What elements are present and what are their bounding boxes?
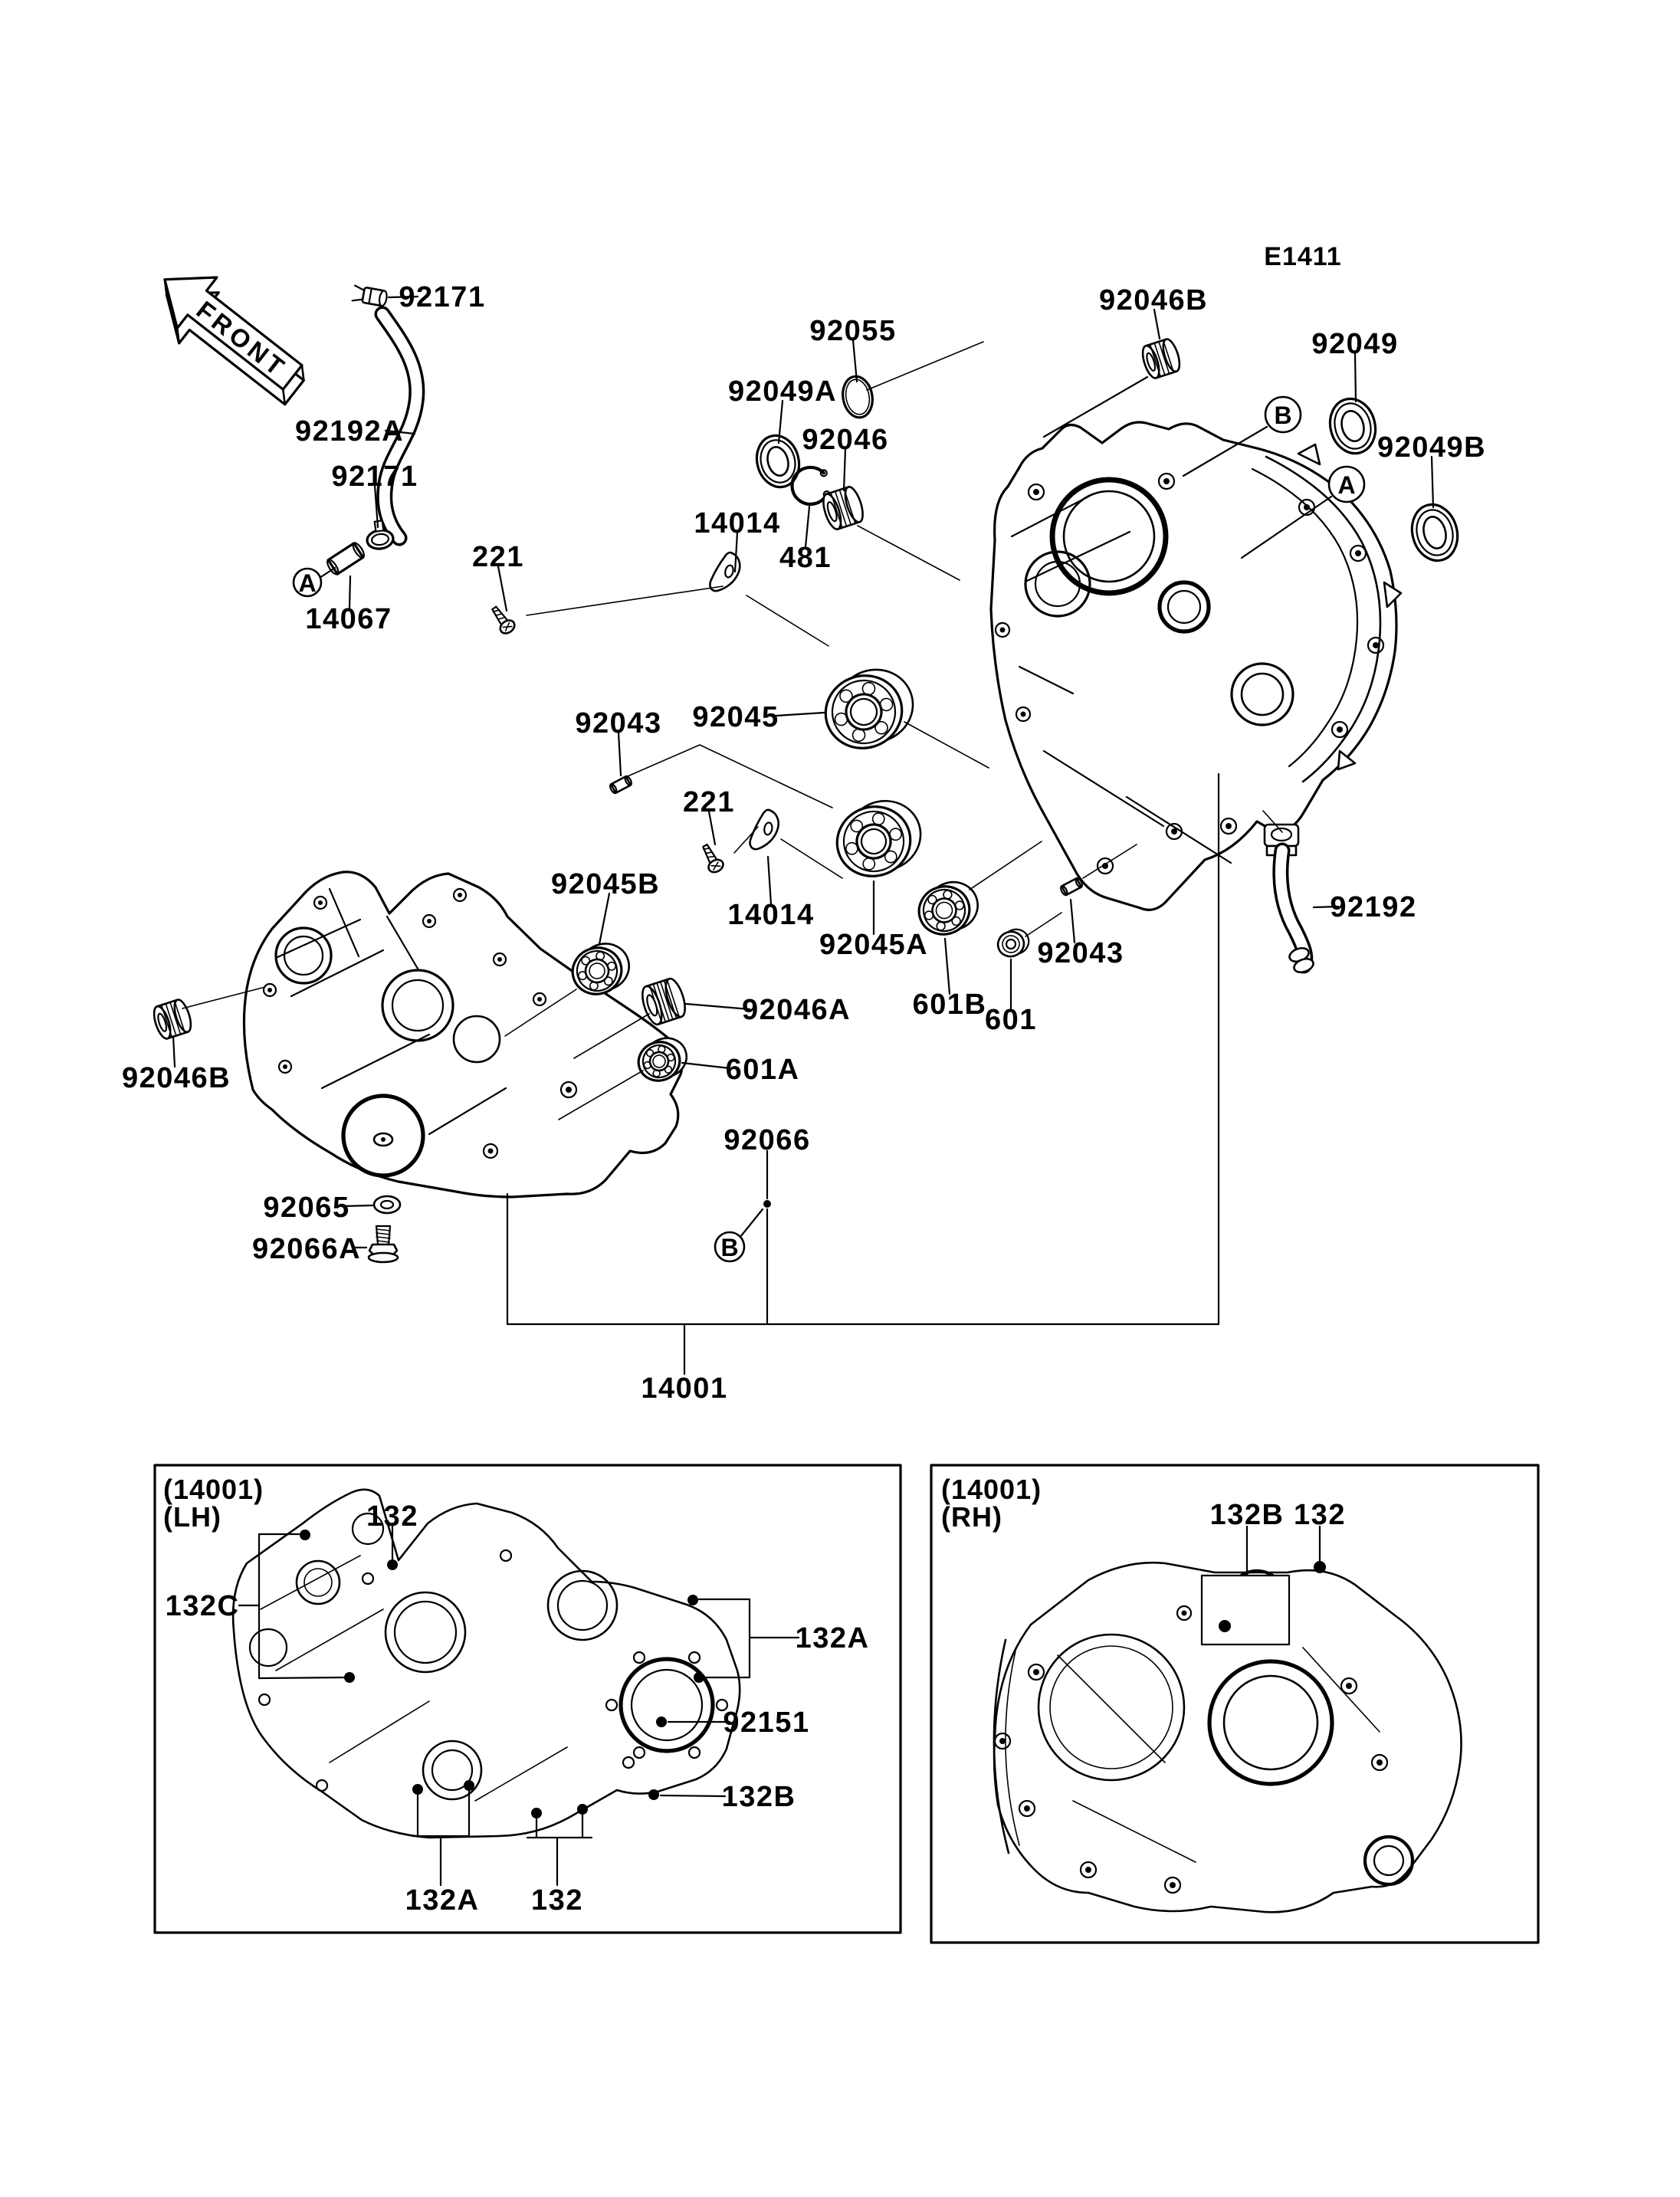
needle-bearing-icon <box>1140 337 1183 380</box>
view-marker-b <box>1265 397 1301 432</box>
front-sign-label: FRONT <box>191 295 293 383</box>
callout-92192A: 92192A <box>294 415 405 448</box>
callout-14014: 14014 <box>694 507 781 539</box>
view-marker-b <box>715 1232 744 1261</box>
oil-seal-icon <box>751 431 805 492</box>
rh-detail-box <box>931 1465 1538 1943</box>
holder-plate-icon <box>709 549 743 595</box>
rh-box-callouts <box>1210 1499 1346 1531</box>
callout-92066: 92066 <box>724 1124 811 1156</box>
screw-icon <box>698 842 725 874</box>
callout-92049B: 92049B <box>1376 431 1487 464</box>
callout-92046B: 92046B <box>121 1062 231 1094</box>
diagram-code: E1411 <box>1264 242 1342 271</box>
needle-bearing-icon <box>151 998 194 1041</box>
callout-132: 132 <box>1294 1499 1346 1531</box>
callout-92049: 92049 <box>1311 328 1399 360</box>
callout-132B: 132B <box>1209 1499 1285 1531</box>
callout-92055: 92055 <box>809 315 897 347</box>
oil-seal-icon <box>1324 394 1382 459</box>
left-crankcase-drawing <box>244 872 682 1197</box>
ball-bearing-icon <box>828 792 930 886</box>
callout-221: 221 <box>683 786 735 818</box>
callout-92043: 92043 <box>1037 937 1124 969</box>
holder-plate-icon <box>749 808 781 852</box>
callout-132: 132 <box>366 1500 418 1533</box>
rh-box-title: (14001) <box>941 1474 1042 1505</box>
dowel-pin-icon <box>1059 877 1083 897</box>
oil-passage-plug-icon <box>763 1200 771 1208</box>
callout-92043: 92043 <box>575 707 662 739</box>
callout-92045: 92045 <box>692 701 779 733</box>
callout-92192: 92192 <box>1330 891 1417 923</box>
lh-box-variant: (LH) <box>163 1501 221 1533</box>
screw-icon <box>488 604 517 636</box>
svg-text:A: A <box>298 569 317 597</box>
callout-92065: 92065 <box>263 1192 350 1224</box>
callout-481: 481 <box>779 542 832 574</box>
needle-bearing-icon <box>638 976 689 1027</box>
callout-601A: 601A <box>725 1054 800 1086</box>
callout-92171: 92171 <box>399 281 486 313</box>
breather-fitting-icon <box>353 286 388 307</box>
lh-cover-drawing <box>233 1490 740 1838</box>
callout-14067: 14067 <box>305 603 392 635</box>
callout-132C: 132C <box>165 1590 240 1622</box>
callout-92045A: 92045A <box>819 929 929 961</box>
callout-92171: 92171 <box>331 461 418 493</box>
drain-bolt-icon <box>369 1226 398 1262</box>
callout-601B: 601B <box>912 989 987 1021</box>
callout-132A: 132A <box>795 1622 870 1654</box>
callout-92045B: 92045B <box>550 868 661 900</box>
callout-601: 601 <box>985 1004 1037 1036</box>
callout-92046A: 92046A <box>741 994 851 1026</box>
callout-221: 221 <box>472 541 524 573</box>
callout-92151: 92151 <box>723 1707 810 1739</box>
washer-icon <box>374 1196 400 1213</box>
callout-92046: 92046 <box>802 424 889 456</box>
svg-text:A: A <box>1337 471 1356 499</box>
callout-92049A: 92049A <box>727 375 838 408</box>
rh-box-variant: (RH) <box>941 1501 1002 1533</box>
callout-92066A: 92066A <box>251 1233 362 1265</box>
dowel-pin-icon <box>609 776 632 795</box>
lh-box-title: (14001) <box>163 1474 264 1505</box>
view-marker-a <box>294 569 321 597</box>
callout-92046B: 92046B <box>1098 284 1209 316</box>
callout-132B: 132B <box>721 1781 796 1813</box>
oil-seal-icon <box>1406 500 1463 566</box>
callout-14014: 14014 <box>727 899 815 931</box>
front-arrow-sign <box>139 253 321 418</box>
callout-14001: 14001 <box>641 1372 728 1405</box>
svg-text:B: B <box>1274 402 1292 429</box>
callout-132A: 132A <box>405 1884 480 1917</box>
view-marker-a <box>1329 467 1364 502</box>
ball-bearing-icon <box>815 660 923 758</box>
svg-text:B: B <box>720 1234 739 1261</box>
ball-bearing-icon <box>995 926 1032 959</box>
callout-132: 132 <box>531 1884 583 1917</box>
lh-detail-box <box>155 1465 901 1933</box>
